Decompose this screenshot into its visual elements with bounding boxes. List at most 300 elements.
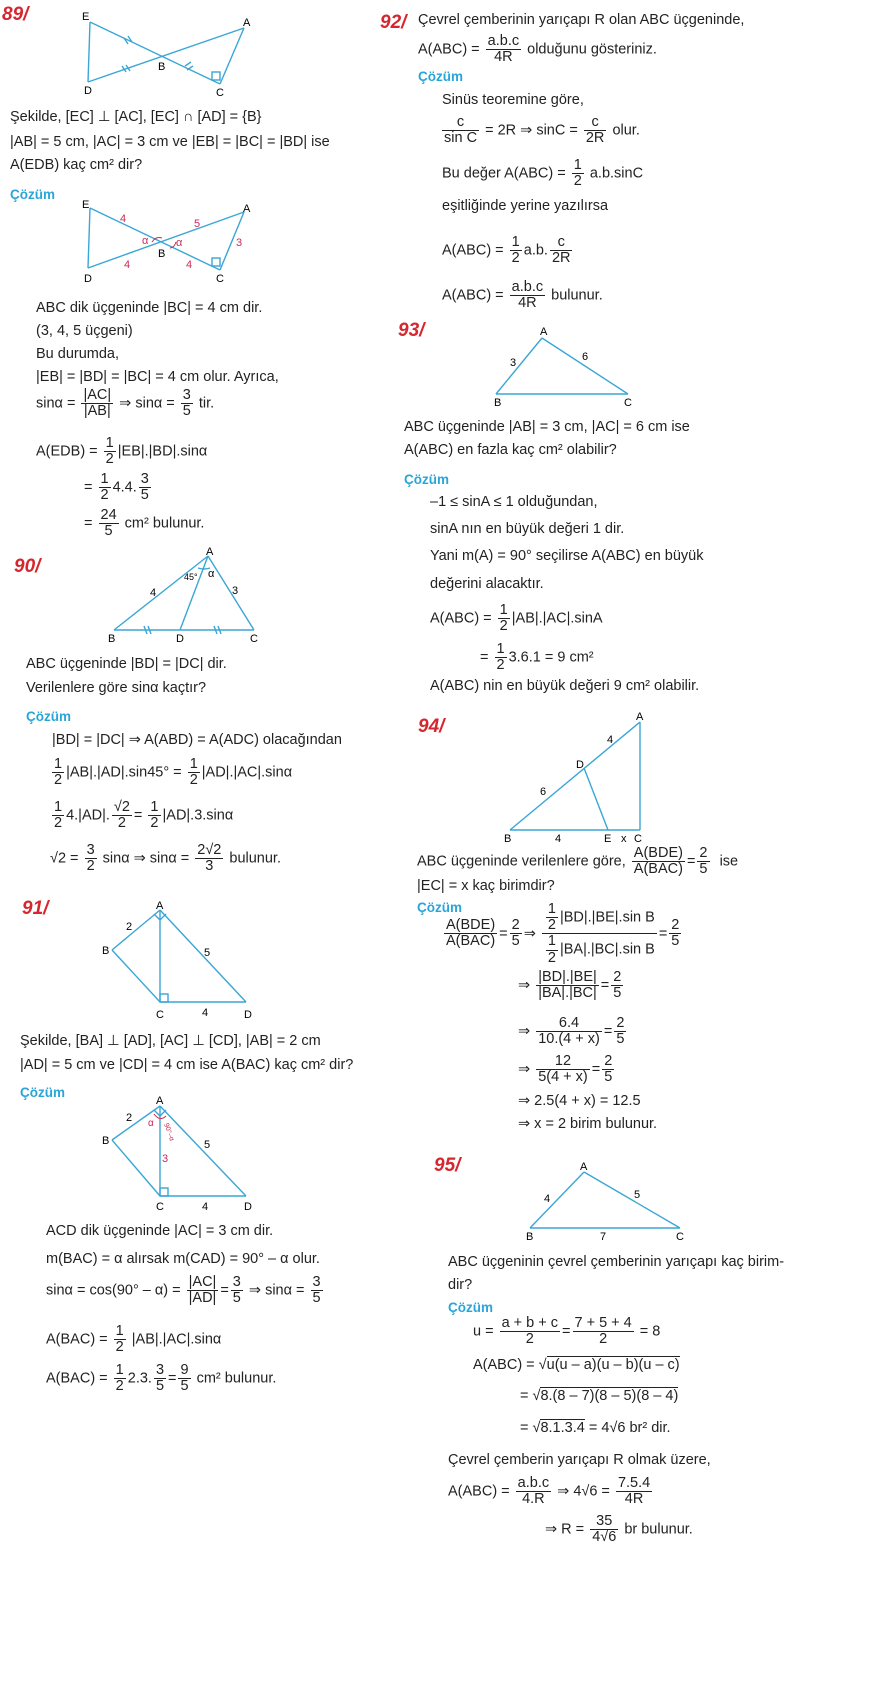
text: A(ABC) = [418,41,480,58]
label-b: B [108,633,116,645]
numerator: √2 [113,799,130,815]
s90-4 [50,843,281,874]
text: ⇒ [518,1061,531,1078]
denominator: 2 [105,451,114,468]
fraction [181,388,193,419]
figure-91 [96,898,266,1028]
q92-line2 [418,34,657,65]
label-c: C [250,633,258,645]
figure-94 [500,708,652,846]
length-cd: 4 [202,1007,209,1019]
solution-label-91: Çözüm [20,1085,65,1100]
s94-6: ⇒ x = 2 birim bulunur. [518,1116,658,1132]
text: ⇒ [518,1023,531,1040]
solution-label-95: Çözüm [448,1300,493,1315]
denominator: 10.(4 + x) [538,1031,600,1048]
label-e: E [604,833,612,845]
numerator: 12 [536,1054,590,1070]
text: bulunur. [229,850,281,867]
segment-ac [220,28,244,84]
s90-1: |BD| = |DC| ⇒ A(ABD) = A(ADC) olacağından [52,732,342,748]
fraction [510,235,522,266]
text: ABC üçgeninde verilenlere göre, [417,853,626,870]
label-a: A [243,203,251,215]
length-ab: 4 [150,587,157,599]
s92-6 [442,280,603,311]
figure-89 [78,8,268,98]
fraction [148,800,160,831]
text: |EB|.|BD|.sinα [117,443,208,460]
denominator: 3 [205,858,214,875]
q91-line2: |AD| = 5 cm ve |CD| = 4 cm ise A(BAC) kaç cm² dir? [20,1057,354,1073]
s94-1: A(BDE) A(BAC) = $\frac{2}{5}$ ⇒ $\frac{1}{2}$ |BD|.|BE|.sin B $\frac{1}{2}$ |BA|.|BC|.sin B = $\frac{2}{5}$ [446,901,680,966]
denominator: 2 [499,618,508,635]
fraction [187,1275,219,1306]
denominator: 5 [155,1378,165,1395]
radicand: u(u – a)(u – b)(u – c) [546,1357,680,1373]
length-ab: 4 [544,1193,551,1205]
denominator: 2 [115,1339,124,1356]
length-ac: 3 [236,237,243,249]
numerator: a.b.c [517,1475,550,1491]
label-b: B [102,945,110,957]
numerator: 2 [699,845,708,861]
numerator: a + b + c [501,1315,559,1331]
label-d: D [244,1009,252,1021]
radicand: 8.1.3.4 [540,1420,585,1436]
angle-alpha-2: α [176,237,183,249]
denominator: 2 [100,487,109,504]
fraction [112,800,132,831]
s93-6 [480,642,594,673]
length-ab: 2 [126,921,133,933]
numerator: 1 [499,602,508,618]
text: bulunur. [551,287,603,304]
denominator: 2 [150,815,159,832]
angle-alpha: α [208,568,215,580]
text: a.b. [523,242,548,259]
label-b: B [494,397,502,408]
numerator: 9 [180,1362,189,1378]
label-c: C [216,87,224,98]
text: 4.|AD|. [66,807,110,824]
numerator: |BD|.|BE| [538,969,597,985]
numerator: 2√2 [197,842,222,858]
numerator: 24 [100,507,117,523]
text: a.b.sinC [589,165,644,182]
numerator: 2 [511,917,520,934]
right-angle-mark [212,72,220,80]
s91-5: A(BAC) = $\frac{1}{2}$ 2.3. $\frac{3}{5}$ = $\frac{9}{5}$ cm² bulunur. [46,1362,277,1395]
text: br bulunur. [624,1521,693,1538]
label-d: D [576,759,584,771]
denominator: |AB| [83,403,111,420]
label-d: D [176,633,184,645]
label-a: A [156,1095,164,1107]
problem-number-92: 92/ [380,12,407,33]
denominator: |BA|.|BC|.sin B [559,941,655,958]
fraction [486,34,521,65]
length-be: 4 [555,833,562,845]
denominator: 2 [573,173,582,190]
text: A(ABC) = [473,1357,535,1373]
numerator: 3 [182,387,191,403]
numerator: 1 [496,641,505,657]
text: olur. [612,122,640,139]
denominator: |BA|.|BC| [538,985,597,1002]
s93-5 [430,603,603,634]
fraction [611,970,623,1001]
denominator: 5 [616,1031,625,1048]
q93-line1: ABC üçgeninde |AB| = 3 cm, |AC| = 6 cm ise [404,419,690,435]
length-ad: 5 [204,947,211,959]
text: olduğunu gösteriniz. [527,41,657,58]
text: A(ABC) = [442,242,504,259]
fraction [584,115,607,146]
label-a: A [540,326,548,338]
s93-1: –1 ≤ sinA ≤ 1 olduğundan, [430,494,598,510]
text: Bu değer A(ABC) = [442,165,566,182]
s95-6 [448,1476,654,1507]
denominator: 4R [624,1491,644,1508]
numerator: 3 [232,1274,241,1290]
text: A(ABC) = [448,1483,510,1500]
angle-alpha-1: α [142,235,149,247]
length-ad: 4 [607,734,614,746]
numerator: 1 [511,234,520,250]
numerator: |AC| [188,1274,217,1290]
denominator: 2 [117,815,126,832]
numerator: 3 [312,1274,321,1290]
fraction [104,436,116,467]
s91-2: m(BAC) = α alırsak m(CAD) = 90° – α olur. [46,1251,320,1267]
text: A(ABC) = [430,610,492,627]
fraction [444,918,497,949]
solution-label-92: Çözüm [418,69,463,84]
numerator: 35 [590,1514,618,1530]
text: cm² bulunur. [196,1370,277,1387]
denominator: 5 [140,487,149,504]
q94-line1: ABC üçgeninde verilenlere göre, A(BDE) A(BAC) = $\frac{2}{5}$ ise [417,845,739,878]
length-cd: 4 [202,1201,209,1213]
fraction [178,1363,190,1394]
denominator: 5 [232,1290,241,1307]
text: = [480,649,489,666]
denominator: 5 [182,403,191,420]
length-ad: 5 [204,1139,211,1151]
numerator: c [584,115,607,131]
label-c: C [634,833,642,845]
fraction [510,918,522,949]
fraction [99,472,111,503]
denominator: sin C [444,130,478,147]
numerator: 1 [54,756,63,772]
denominator: 2 [511,250,520,267]
radicand: 8.(8 – 7)(8 – 5)(8 – 4) [540,1388,679,1404]
fraction [99,508,119,539]
label-b: B [158,248,166,260]
problem-number-91: 91/ [22,898,49,919]
s93-2: sinA nın en büyük değeri 1 dir. [430,521,625,537]
fraction [495,642,507,673]
figure-93 [488,324,638,408]
fraction [697,846,709,877]
s95-1: u = $\frac{a + b + c}{2}$ = $\frac{7 + 5 + 4}{2}$ = 8 [473,1315,661,1348]
length-ac: 3 [232,585,239,597]
text: A(ABC) = [442,287,504,304]
fraction [154,1363,166,1394]
numerator: 1 [105,435,114,451]
s89-3: Bu durumda, [36,346,120,362]
fraction [498,603,510,634]
s89-1: ABC dik üçgeninde |BC| = 4 cm dir. [36,300,263,316]
numerator: 3 [140,471,149,487]
text: ⇒ sinα = [248,1282,305,1299]
angle-alpha: α [148,1118,154,1129]
denominator: 2 [496,657,505,674]
text: = [84,479,93,496]
numerator: 6.4 [536,1016,602,1032]
q91-line1: Şekilde, [BA] ⊥ [AD], [AC] ⊥ [CD], |AB| = 2 cm [20,1033,321,1049]
denominator: 2 [115,1378,124,1395]
fraction [139,472,151,503]
s95-7 [545,1514,693,1545]
fraction [311,1275,323,1306]
s91-3: sinα = cos(90° – α) = $\frac{|AC|}{|AD|}$ = $\frac{3}{5}$ ⇒ sinα = $\frac{3}{5}$ [46,1274,321,1307]
fraction [572,158,584,189]
denominator: 2R [551,250,571,267]
figure-91-solution [96,1092,266,1222]
label-c: C [624,397,632,408]
q93-line2: A(ABC) en fazla kaç cm² olabilir? [404,442,617,458]
text: √2 = [50,850,79,867]
denominator: 5 [671,933,680,950]
text: |AB|.|AC|.sinA [511,610,603,627]
fraction [85,843,97,874]
label-b: B [102,1135,110,1147]
text: |AD|.|AC|.sinα [201,764,293,781]
fraction [550,235,573,266]
label-b: B [504,833,512,845]
s94-2: ⇒ $\frac{|BD|.|BE|}{|BA|.|BC|}$ = $\frac{2}{5}$ [518,969,622,1002]
s94-3: ⇒ $\frac{6.4}{10.(4 + x)}$ = $\frac{2}{5}$ [518,1015,625,1048]
denominator: 4.R [522,1491,545,1508]
q95-line2: dir? [448,1277,473,1293]
denominator: A(BAC) [446,933,496,950]
text: ⇒ [523,925,536,942]
text: |AB|.|AC|.sinα [131,1331,222,1348]
numerator: 1 [115,1362,124,1378]
s89-6 [36,436,207,467]
denominator: 4R [518,295,537,312]
angle-complement: 90°–α [162,1122,176,1143]
q94-line2: |EC| = x kaç birimdir? [417,878,555,894]
fraction [546,902,558,933]
fraction [542,902,657,966]
text: ise [719,853,739,870]
label-a: A [206,546,214,558]
denominator: A(BAC) [633,861,683,878]
numerator: 2 [613,969,622,985]
numerator: 2 [671,917,680,934]
numerator: 2 [616,1015,625,1031]
label-c: C [216,273,224,285]
denominator: 4R [494,49,513,66]
figure-90 [104,544,274,646]
denominator: 2 [547,949,556,966]
text: A(BAC) = [46,1370,108,1387]
label-e: E [82,11,90,23]
text: u = [473,1323,494,1340]
label-a: A [156,900,164,912]
numerator: 1 [547,901,556,917]
q90-line2: Verilenlere göre sinα kaçtır? [26,680,207,696]
figure-95 [520,1158,690,1244]
s89-5 [36,388,214,419]
denominator: 2 [54,772,63,789]
label-d: D [244,1201,252,1213]
numerator: c [550,235,573,251]
s92-3 [442,158,643,189]
length-ba: 5 [194,218,201,230]
denominator: 5 [604,1069,613,1086]
length-bc: 4 [186,259,193,271]
s94-5: ⇒ 2.5(4 + x) = 12.5 [518,1093,641,1109]
q92-line1: Çevrel çemberinin yarıçapı R olan ABC üçgeninde, [418,12,745,28]
denominator: 5 [511,933,520,950]
s89-2: (3, 4, 5 üçgeni) [36,323,133,339]
fraction [114,1324,126,1355]
s93-4: değerini alacaktır. [430,576,544,592]
label-c: C [156,1009,164,1021]
fraction [52,800,64,831]
segment-ed [88,22,90,82]
s91-1: ACD dik üçgeninde |AC| = 3 cm dir. [46,1223,274,1239]
denominator: 5 [180,1378,189,1395]
numerator: 7.5.4 [617,1475,651,1491]
fraction [573,1316,634,1347]
fraction [188,757,200,788]
s89-8 [84,508,204,539]
length-ab: 2 [126,1112,133,1124]
denominator: |AD| [188,1290,217,1307]
label-e: E [82,200,90,211]
s95-3: = √8.(8 – 7)(8 – 5)(8 – 4) [520,1388,679,1404]
numerator: 1 [547,933,556,950]
q89-line1: Şekilde, [EC] ⊥ [AC], [EC] ∩ [AD] = {B} [10,109,262,125]
problem-number-90: 90/ [14,556,41,577]
text: ⇒ [518,977,531,994]
text: A(EDB) = [36,443,98,460]
text: sinα ⇒ sinα = [102,850,190,867]
denominator: 2 [599,1331,608,1348]
figure-89-solution [78,200,268,290]
numerator: 1 [115,1323,124,1339]
fraction [81,388,113,419]
label-d: D [84,85,92,97]
s91-4 [46,1324,221,1355]
fraction [614,1016,626,1047]
s95-4: = √8.1.3.4 = 4√6 br² dir. [520,1420,671,1436]
text: = 8 [639,1323,661,1340]
fraction [590,1514,618,1545]
text: sinα = cos(90° – α) = [46,1282,181,1299]
s90-2 [50,757,292,788]
denominator: 2 [189,772,198,789]
numerator: |BD|.|BE|.sin B [559,909,655,926]
solution-label-90: Çözüm [26,709,71,724]
s95-2: A(ABC) = √u(u – a)(u – b)(u – c) [473,1357,680,1373]
numerator: A(BDE) [633,845,683,861]
solution-label-94: Çözüm [417,900,462,915]
denominator: 2R [585,130,605,147]
numerator: a.b.c [511,279,544,295]
fraction [516,1476,551,1507]
s90-3: $\frac{1}{2}$ 4.|AD|. $\frac{√2}{2}$ = $\frac{1}{2}$ |AD|.3.sinα [54,799,234,832]
text: ⇒ R = [545,1521,585,1538]
denominator: 2 [86,858,95,875]
fraction [536,1016,602,1047]
q89-line2: |AB| = 5 cm, |AC| = 3 cm ve |EB| = |BC| = |BD| ise [10,134,330,150]
label-c: C [156,1201,164,1213]
fraction [500,1316,560,1347]
denominator: 5(4 + x) [538,1069,588,1086]
fraction [52,757,64,788]
fraction [546,934,558,965]
numerator: c [442,115,479,131]
text: = 2R ⇒ sinC = [485,122,578,139]
length-eb: 4 [120,213,127,225]
numerator: 3 [155,1362,165,1378]
denominator: 5 [312,1290,321,1307]
length-ac: 6 [582,351,589,363]
numerator: 7 + 5 + 4 [574,1315,632,1331]
text: ⇒ sinα = [119,395,175,412]
text: = 4√6 br² dir. [588,1420,671,1436]
fraction [442,115,479,146]
length-bd: 6 [540,786,547,798]
solution-label-89: Çözüm [10,187,55,202]
s89-7 [84,472,153,503]
numerator: 2 [604,1053,613,1069]
numerator: |AC| [83,387,112,403]
q95-line1: ABC üçgeninin çevrel çemberinin yarıçapı kaç birim- [448,1254,785,1270]
numerator: A(BDE) [446,917,496,934]
text: 2.3. [127,1370,152,1387]
label-b: B [158,61,166,73]
denominator: 5 [699,861,708,878]
numerator: 1 [573,157,582,173]
problem-number-94: 94/ [418,716,445,737]
angle-45: 45° [184,572,198,582]
denominator: 2 [54,815,63,832]
denominator: 2 [525,1331,534,1348]
fraction [632,846,685,877]
text: ⇒ 4√6 = [557,1483,610,1500]
text: cm² bulunur. [124,515,205,532]
s89-4: |EB| = |BD| = |BC| = 4 cm olur. Ayrıca, [36,369,279,385]
s92-4: eşitliğinde yerine yazılırsa [442,198,609,214]
denominator: 5 [613,985,622,1002]
text: tir. [198,395,215,412]
q90-line1: ABC üçgeninde |BD| = |DC| dir. [26,656,227,672]
fraction [195,843,223,874]
s92-2 [440,115,640,146]
fraction [616,1476,652,1507]
label-c: C [676,1231,684,1243]
problem-number-89: 89/ [2,4,29,25]
length-ec: x [621,833,627,845]
